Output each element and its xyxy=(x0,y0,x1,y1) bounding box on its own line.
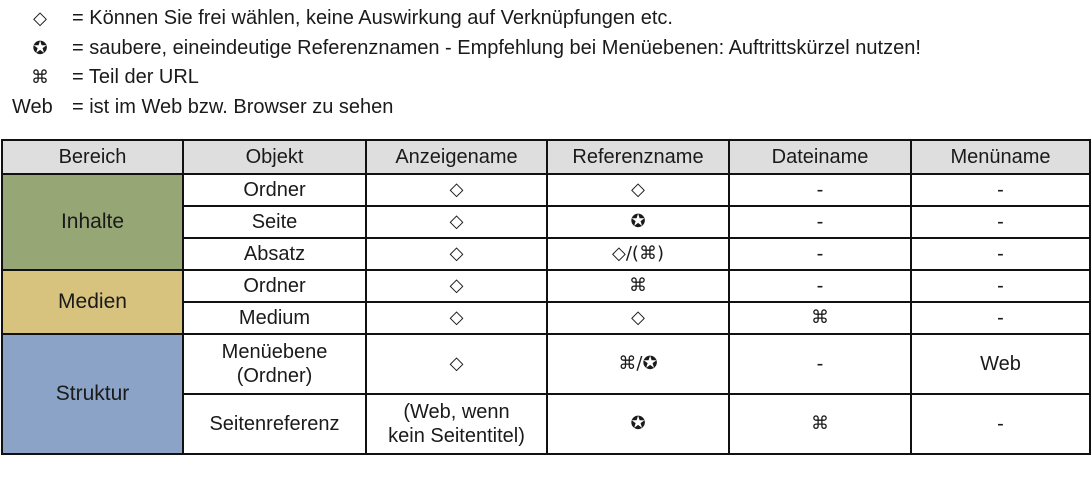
cell-objekt: Ordner xyxy=(183,174,366,206)
cell-menuename: - xyxy=(911,394,1090,454)
cell-anzeigename: ◇ xyxy=(366,270,547,302)
header-anzeigename: Anzeigename xyxy=(366,140,547,174)
cell-menuename: Web xyxy=(911,334,1090,394)
area-medien: Medien xyxy=(2,270,183,334)
cell-anzeigename xyxy=(366,394,547,454)
cell-dateiname: - xyxy=(729,206,911,238)
cell-dateiname: - xyxy=(729,334,911,394)
table-header-row xyxy=(2,140,1090,174)
header-objekt: Objekt xyxy=(183,140,366,174)
cell-objekt: Seitenreferenz xyxy=(183,394,366,454)
cell-menuename: - xyxy=(911,270,1090,302)
header-bereich: Bereich xyxy=(2,140,183,174)
cell-objekt: Seite xyxy=(183,206,366,238)
legend-row xyxy=(0,93,1091,123)
cell-anzeigename: ◇ xyxy=(366,174,547,206)
legend-web-label: Web xyxy=(12,95,53,118)
cell-menuename: - xyxy=(911,206,1090,238)
area-inhalte: Inhalte xyxy=(2,174,183,270)
diamond-icon: ◇ xyxy=(33,8,47,29)
area-struktur: Struktur xyxy=(2,334,183,454)
cell-dateiname: - xyxy=(729,270,911,302)
cell-anzeigename-line: (Web, wenn xyxy=(403,401,510,423)
cell-menuename: - xyxy=(911,302,1090,334)
cell-anzeigename: ◇ xyxy=(366,302,547,334)
legend-row xyxy=(0,63,1091,93)
cell-dateiname: - xyxy=(729,238,911,270)
legend-row xyxy=(0,4,1091,34)
table-row xyxy=(2,334,1090,394)
legend-text: = saubere, eineindeutige Referenznamen - Empfehlung bei Menüebenen: Auftrittskürzel nutzen! xyxy=(72,36,921,59)
cell-referenzname: ◇/(⌘) xyxy=(547,238,729,270)
cell-objekt: Ordner xyxy=(183,270,366,302)
cell-objekt: Medium xyxy=(183,302,366,334)
cell-objekt: Absatz xyxy=(183,238,366,270)
cell-referenzname: ✪ xyxy=(547,394,729,454)
header-dateiname: Dateiname xyxy=(729,140,911,174)
cell-referenzname: ⌘/✪ xyxy=(547,334,729,394)
cell-dateiname: - xyxy=(729,174,911,206)
command-icon: ⌘ xyxy=(31,67,49,88)
cell-objekt-line: (Ordner) xyxy=(236,365,313,387)
cell-referenzname: ◇ xyxy=(547,174,729,206)
cell-anzeigename: ◇ xyxy=(366,334,547,394)
table-row xyxy=(2,174,1090,206)
cell-dateiname: ⌘ xyxy=(729,302,911,334)
legend-text: = Teil der URL xyxy=(72,66,199,88)
naming-overview-table xyxy=(1,139,1091,455)
header-menuename: Menüname xyxy=(911,140,1090,174)
legend-text: = Können Sie frei wählen, keine Auswirkung auf Verknüpfungen etc. xyxy=(72,7,673,29)
cell-anzeigename: ◇ xyxy=(366,238,547,270)
legend-row xyxy=(0,34,1091,64)
circled-star-icon: ✪ xyxy=(32,37,48,59)
cell-menuename: - xyxy=(911,238,1090,270)
header-referenzname: Referenzname xyxy=(547,140,729,174)
cell-objekt xyxy=(183,334,366,394)
cell-anzeigename-line: kein Seitentitel) xyxy=(388,425,525,447)
legend xyxy=(0,4,1091,122)
cell-referenzname: ⌘ xyxy=(547,270,729,302)
cell-dateiname: ⌘ xyxy=(729,394,911,454)
table-row xyxy=(2,270,1090,302)
cell-objekt-line: Menüebene xyxy=(221,341,328,363)
cell-menuename: - xyxy=(911,174,1090,206)
cell-referenzname: ✪ xyxy=(547,206,729,238)
cell-referenzname: ◇ xyxy=(547,302,729,334)
legend-text: = ist im Web bzw. Browser zu sehen xyxy=(72,95,394,118)
cell-anzeigename: ◇ xyxy=(366,206,547,238)
